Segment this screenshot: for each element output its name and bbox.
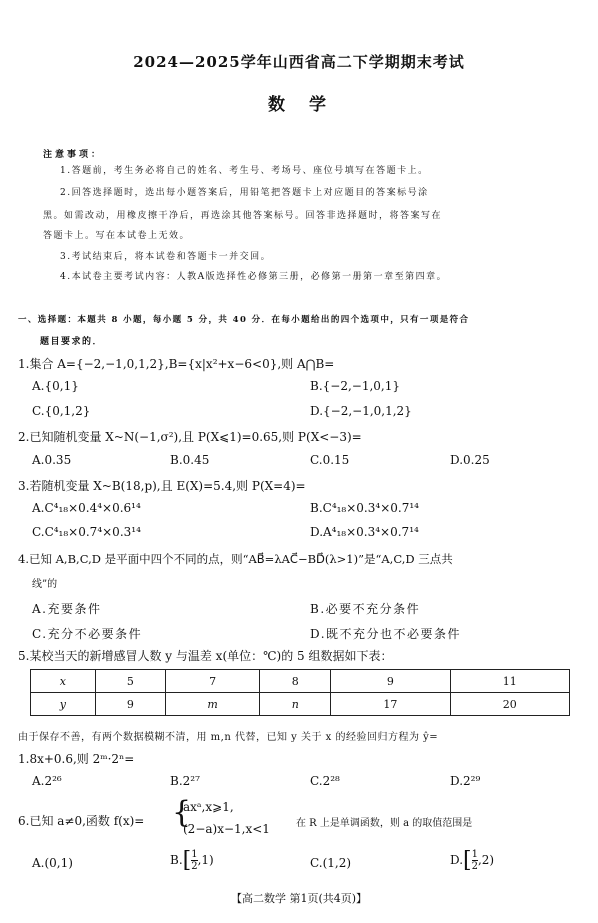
note-2-line3: 答题卡上。写在本试卷上无效。 [43, 231, 191, 241]
piecewise-brace: { [172, 795, 192, 830]
table-cell: 5 [95, 670, 165, 693]
exam-title: 2024—2025学年山西省高二下学期期末考试 [133, 53, 465, 71]
table-cell: 11 [450, 670, 569, 693]
q4-option-b: B.必要不充分条件 [310, 602, 421, 616]
note-1: 1.答题前，考生务必将自己的姓名、考生号、考场号、座位号填写在答题卡上。 [60, 166, 429, 176]
table-cell: y [31, 693, 96, 716]
q4-option-d: D.既不充分也不必要条件 [310, 627, 462, 641]
q5-option-a: A.2²⁶ [32, 774, 62, 788]
q4-option-c: C.充分不必要条件 [32, 627, 143, 641]
q2-option-d: D.0.25 [450, 453, 490, 467]
q6-stem-cont: 在 R 上是单调函数，则 a 的取值范围是 [296, 818, 473, 829]
q6-option-b: B.[ $\frac{1}{2}$ ,1) [170, 848, 214, 873]
q3-option-c: C.C⁴₁₈×0.7⁴×0.3¹⁴ [32, 525, 141, 539]
q6-stem: 6.已知 a≠0,函数 f(x)= [18, 814, 145, 828]
q5-option-c: C.2²⁸ [310, 774, 340, 788]
q6-case-1: axᵃ,x⩾1, [183, 800, 234, 814]
table-cell: 9 [95, 693, 165, 716]
table-cell: 8 [260, 670, 331, 693]
note-2-line2: 黑。如需改动，用橡皮擦干净后，再选涂其他答案标号。回答非选择题时，将答案写在 [43, 211, 443, 221]
q6-option-c: C.(1,2) [310, 856, 352, 870]
q2-option-b: B.0.45 [170, 453, 210, 467]
section-header-line1: 一、选择题：本题共 8 小题，每小题 5 分，共 40 分．在每小题给出的四个选项中，只有一项是符合 [18, 315, 470, 325]
table-cell: 9 [331, 670, 450, 693]
q2-option-c: C.0.15 [310, 453, 350, 467]
q5-stem-cont: 由于保存不善，有两个数据模糊不清，用 m,n 代替，已知 y 关于 x 的经验回归方程为 ŷ= [18, 732, 439, 743]
table-cell: 20 [450, 693, 569, 716]
q2-option-a: A.0.35 [32, 453, 72, 467]
q5-stem-cont2: 1.8x+0.6,则 2ᵐ·2ⁿ= [18, 752, 135, 766]
notes-title: 注意事项： [43, 150, 104, 160]
q5-option-d: D.2²⁹ [450, 774, 481, 788]
q5-stem: 5.某校当天的新增感冒人数 y 与温差 x(单位：℃)的 5 组数据如下表： [18, 649, 393, 663]
note-3: 3.考试结束后，将本试卷和答题卡一并交回。 [60, 252, 272, 262]
section-header-line2: 题目要求的． [40, 337, 104, 347]
table-cell: x [31, 670, 96, 693]
q1-option-a: A.{0,1} [32, 379, 79, 393]
q3-option-a: A.C⁴₁₈×0.4⁴×0.6¹⁴ [32, 501, 141, 515]
subject-title: 数学 [268, 95, 350, 115]
note-4: 4.本试卷主要考试内容：人教A版选择性必修第三册，必修第一册第一章至第四章。 [60, 272, 448, 282]
table-row [31, 670, 570, 693]
q5-option-b: B.2²⁷ [170, 774, 200, 788]
table-cell: n [260, 693, 331, 716]
q4-stem: 4.已知 A,B,C,D 是平面中四个不同的点，则“AB⃗=λAC⃗−BD⃗(λ>1)”是“A,C,D 三点共 [18, 552, 453, 566]
q1-option-b: B.{−2,−1,0,1} [310, 379, 400, 393]
q3-option-d: D.A⁴₁₈×0.3⁴×0.7¹⁴ [310, 525, 419, 539]
q1-option-d: D.{−2,−1,0,1,2} [310, 404, 412, 418]
q3-stem: 3.若随机变量 X~B(18,p),且 E(X)=5.4,则 P(X=4)= [18, 479, 306, 493]
table-row [31, 693, 570, 716]
q4-stem-cont: 线”的 [32, 579, 58, 590]
page-footer: 【高二数学 第1页(共4页)】 [230, 892, 368, 905]
q6-option-d: D.[ $\frac{1}{2}$ ,2) [450, 848, 495, 873]
q1-stem: 1.集合 A={−2,−1,0,1,2},B={x|x²+x−6<0},则 A⋂B= [18, 357, 335, 371]
table-cell: 17 [331, 693, 450, 716]
q2-stem: 2.已知随机变量 X~N(−1,σ²),且 P(X⩽1)=0.65,则 P(X<−3)= [18, 430, 362, 444]
q1-option-c: C.{0,1,2} [32, 404, 91, 418]
table-cell: 7 [165, 670, 259, 693]
q4-option-a: A.充要条件 [32, 602, 102, 616]
q3-option-b: B.C⁴₁₈×0.3⁴×0.7¹⁴ [310, 501, 419, 515]
table-cell: m [165, 693, 259, 716]
note-2-line1: 2.回答选择题时，选出每小题答案后，用铅笔把答题卡上对应题目的答案标号涂 [60, 188, 429, 198]
q6-case-2: (2−a)x−1,x<1 [183, 822, 270, 836]
q6-option-a: A.(0,1) [32, 856, 73, 870]
q5-data-table [30, 669, 570, 716]
